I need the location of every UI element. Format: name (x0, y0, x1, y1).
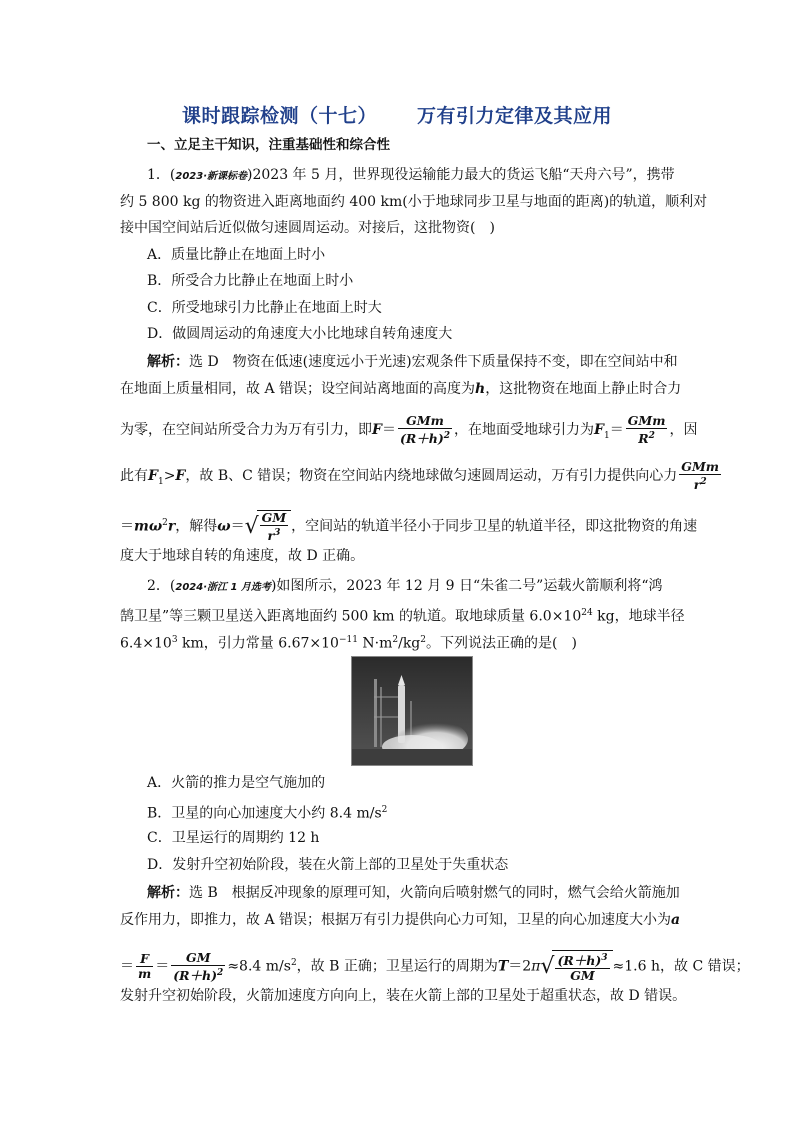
q1-explain-2: 在地面上质量相同，故 A 错误；设空间站离地面的高度为h，这批物资在地面上静止时合力 (120, 381, 682, 397)
q1-option-a: A．质量比静止在地面上时小 (147, 247, 326, 263)
q1-line2: 约 5 800 kg 的物资进入距离地面约 400 km(小于地球同步卫星与地面的距离)的轨道，顺利对 (120, 194, 708, 210)
q2-source: 2024·浙江 1 月选考 (175, 582, 271, 593)
q1-explain-5: $=m\omega^2r$，解得ω＝√ $\frac{GM}{r^3}$ ，空间站的轨道半径小于同步卫星的轨道半径，即这批物资的角速 (120, 510, 698, 544)
q1-line3: 接中国空间站后近似做匀速圆周运动。对接后，这批物资( ) (120, 220, 495, 236)
q1-explain-4: 此有$F_1>F$，故 B、C 错误；物资在空间站内绕地球做匀速圆周运动，万有引力提供向心力 $\frac{\text{GMm}}{r^2}$ (120, 459, 720, 493)
title-right: 万有引力定律及其应用 (417, 105, 613, 127)
q2-option-b: B．卫星的向心加速度大小约 8.4 $m/s^2$ (147, 805, 388, 822)
page-title (0, 101, 794, 128)
q2-option-d: D．发射升空初始阶段，装在火箭上部的卫星处于失重状态 (147, 857, 509, 873)
q2-option-c: C．卫星运行的周期约 12 h (147, 830, 320, 846)
rocket-launch-image (352, 657, 472, 765)
q1-line1: 1．(2023·新课标卷)2023 年 5 月，世界现役运输能力最大的货运飞船“天舟六号”，携带 (147, 167, 675, 183)
q1-source: 2023·新课标卷 (175, 171, 248, 182)
q2-line1: 2．(2024·浙江 1 月选考)如图所示，2023 年 12 月 9 日“朱雀二号”运载火箭顺利将“鸿 (147, 578, 663, 594)
q2-explain-2: 反作用力，即推力，故 A 错误；根据万有引力提供向心力可知，卫星的向心加速度大小为a (120, 912, 681, 928)
title-left: 课时跟踪检测（十七） (181, 105, 377, 127)
q2-line2: 鹄卫星”等三颗卫星送入距离地面约 500 km 的轨道。取地球质量 $6.0\times 10^{24}$ kg，地球半径 (120, 608, 685, 625)
q2-explain-3: ＝ $\frac{F}{m}$ ＝ $\frac{GM}{(R+h)^2}$ ≈8.4 $m/s^2$，故 B 正确；卫星运行的周期为T＝2π√ $\frac{(R+h)^3}{GM}$ ≈1.6 h，故 C 错误； (120, 949, 750, 984)
rocket-launch-photo (351, 656, 473, 766)
q2-explain-4: 发射升空初始阶段，火箭加速度方向向上，装在火箭上部的卫星处于超重状态，故 D 错误。 (120, 988, 687, 1004)
q1-explain-1: 解析：选 D 物资在低速(速度远小于光速)宏观条件下质量保持不变，即在空间站中和 (147, 354, 678, 370)
section-heading: 一、立足主干知识，注重基础性和综合性 (147, 137, 390, 153)
q1-explain-6: 度大于地球自转的角速度，故 D 正确。 (120, 548, 365, 564)
q2-explain-1: 解析：选 B 根据反冲现象的原理可知，火箭向后喷射燃气的同时，燃气会给火箭施加 (147, 885, 680, 901)
q1-option-b: B．所受合力比静止在地面上时小 (147, 273, 354, 289)
q1-option-d: D．做圆周运动的角速度大小比地球自转角速度大 (147, 326, 453, 342)
q1-explain-3: 为零，在空间站所受合力为万有引力，即F＝ $\frac{\text{GMm}}{(R+h)^2}$ ，在地面受地球引力为$F_1=$ $\frac{\text{GMm}}{R^2}$ ，因 (120, 413, 698, 447)
q2-option-a: A．火箭的推力是空气施加的 (147, 775, 326, 791)
q1-option-c: C．所受地球引力比静止在地面上时大 (147, 300, 382, 316)
q2-line3: $6.4\times 10^3$ km，引力常量 $6.67\times 10^{-11}$ $N\cdot m^2/kg^2$。下列说法正确的是( ) (120, 635, 577, 652)
